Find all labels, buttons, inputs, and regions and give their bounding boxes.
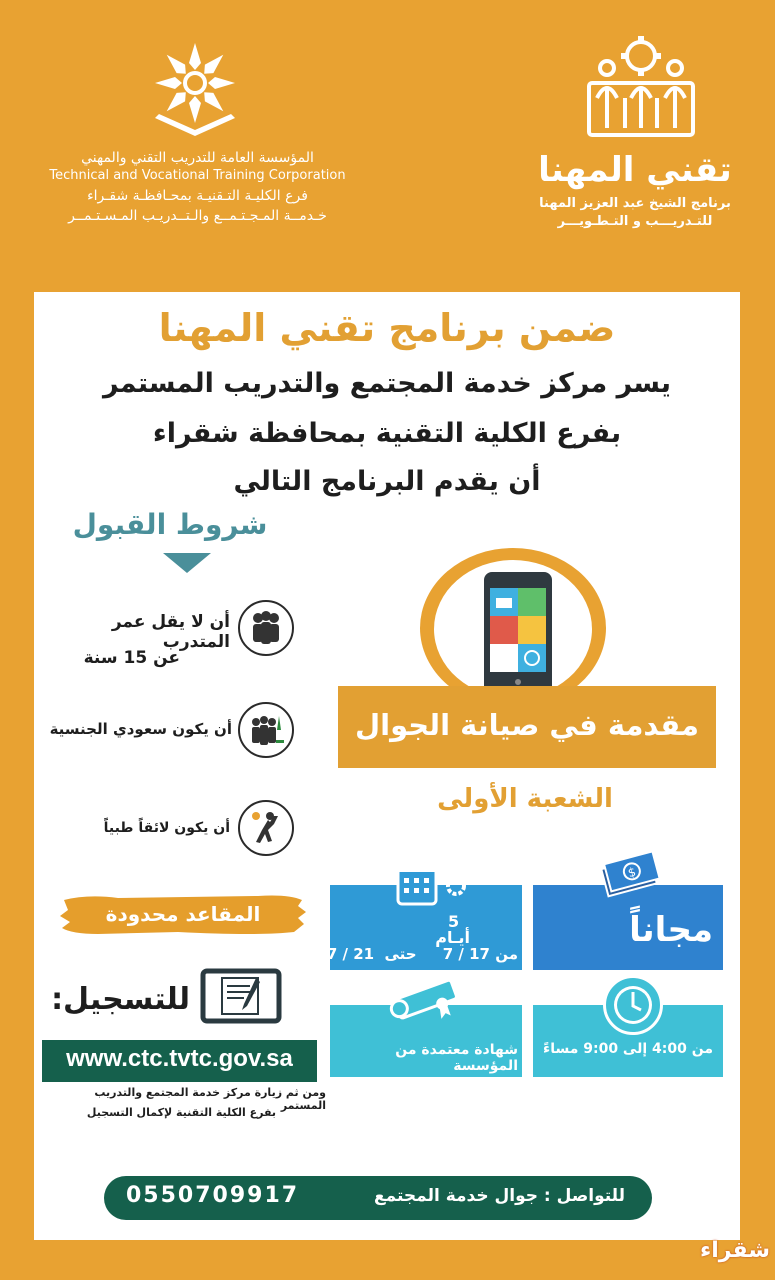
muhanna-tagline: للتـدريـــب و التـطـويـــر <box>557 214 713 229</box>
tvtc-logo <box>145 38 245 138</box>
svg-text:$: $ <box>626 864 638 881</box>
free-label: مجاناً <box>629 910 713 950</box>
condition-3: أن يكون لائقاً طبياً <box>103 820 230 836</box>
site-watermark: شقراء <box>700 1238 770 1263</box>
intro-line-2: بفرع الكلية التقنية بمحافظة شقراء <box>152 418 622 449</box>
fitness-icon <box>238 800 294 856</box>
condition-2: أن يكون سعودي الجنسية <box>49 720 232 738</box>
conditions-heading: شروط القبول <box>72 508 268 541</box>
contact-label: للتواصل : جوال خدمة المجتمع <box>373 1186 625 1206</box>
tvtc-name-en: Technical and Vocational Training Corporation <box>49 168 346 183</box>
main-title: ضمن برنامج تقني المهنا <box>158 306 616 350</box>
down-arrow-icon <box>163 553 211 573</box>
gears-hands-icon <box>585 28 697 140</box>
condition-1-line-1: أن لا يقل عمر المتدرب <box>111 612 230 652</box>
muhanna-title: تقني المهنا <box>538 150 732 190</box>
registration-note-2: بفرع الكلية التقنية لإكمال التسجيل <box>86 1106 276 1119</box>
tvtc-emblem-icon <box>145 38 245 138</box>
smartphone-icon <box>484 572 552 694</box>
time-range: من 4:00 إلى 9:00 مساءً <box>543 1041 713 1057</box>
date-range: من 17 / 7 حتى 21 / 7 <box>326 945 518 963</box>
clock-icon <box>603 975 663 1035</box>
intro-line-1: يسر مركز خدمة المجتمع والتدريب المستمر <box>102 368 672 399</box>
condition-1-line-2: عن 15 سنة <box>83 648 180 668</box>
registration-label: للتسجيل: <box>51 982 190 1017</box>
branch-name: فرع الكليـة التـقنيـة بمحـافظـة شقـراء <box>87 188 308 204</box>
calendar-gears-icon <box>394 852 470 916</box>
contact-phone[interactable]: 0550709917 <box>126 1183 300 1208</box>
days-word: أيـام <box>435 928 470 947</box>
tvtc-name-ar: المؤسسة العامة للتدريب التقني والمهني <box>81 150 314 166</box>
program-name: مقدمة في صيانة الجوال <box>355 708 699 742</box>
program-section: الشعبة الأولى <box>437 784 613 814</box>
muhanna-logo <box>585 28 697 140</box>
certificate-text: شهادة معتمدة من المؤسسة <box>395 1042 518 1074</box>
muhanna-subtitle: برنامج الشيخ عبد العزيز المهنا <box>539 196 731 211</box>
saudi-citizens-icon <box>238 702 294 758</box>
days-count: 5 <box>448 912 460 931</box>
registration-note-1: ومن ثم زيارة مركز خدمة المجتمع والتدريب المستمر <box>94 1086 326 1112</box>
certificate-scroll-icon <box>388 975 464 1025</box>
registration-url-link[interactable]: www.ctc.tvtc.gov.sa <box>66 1045 293 1072</box>
money-icon <box>598 852 662 900</box>
intro-line-3: أن يقدم البرنامج التالي <box>233 466 541 497</box>
seats-label: المقاعد محدودة <box>105 902 261 926</box>
department-name: خـدمــة المـجـتـمــع والـتــدريـب المـسـتـمــر <box>68 208 327 224</box>
group-icon <box>238 600 294 656</box>
document-edit-icon <box>200 968 282 1026</box>
